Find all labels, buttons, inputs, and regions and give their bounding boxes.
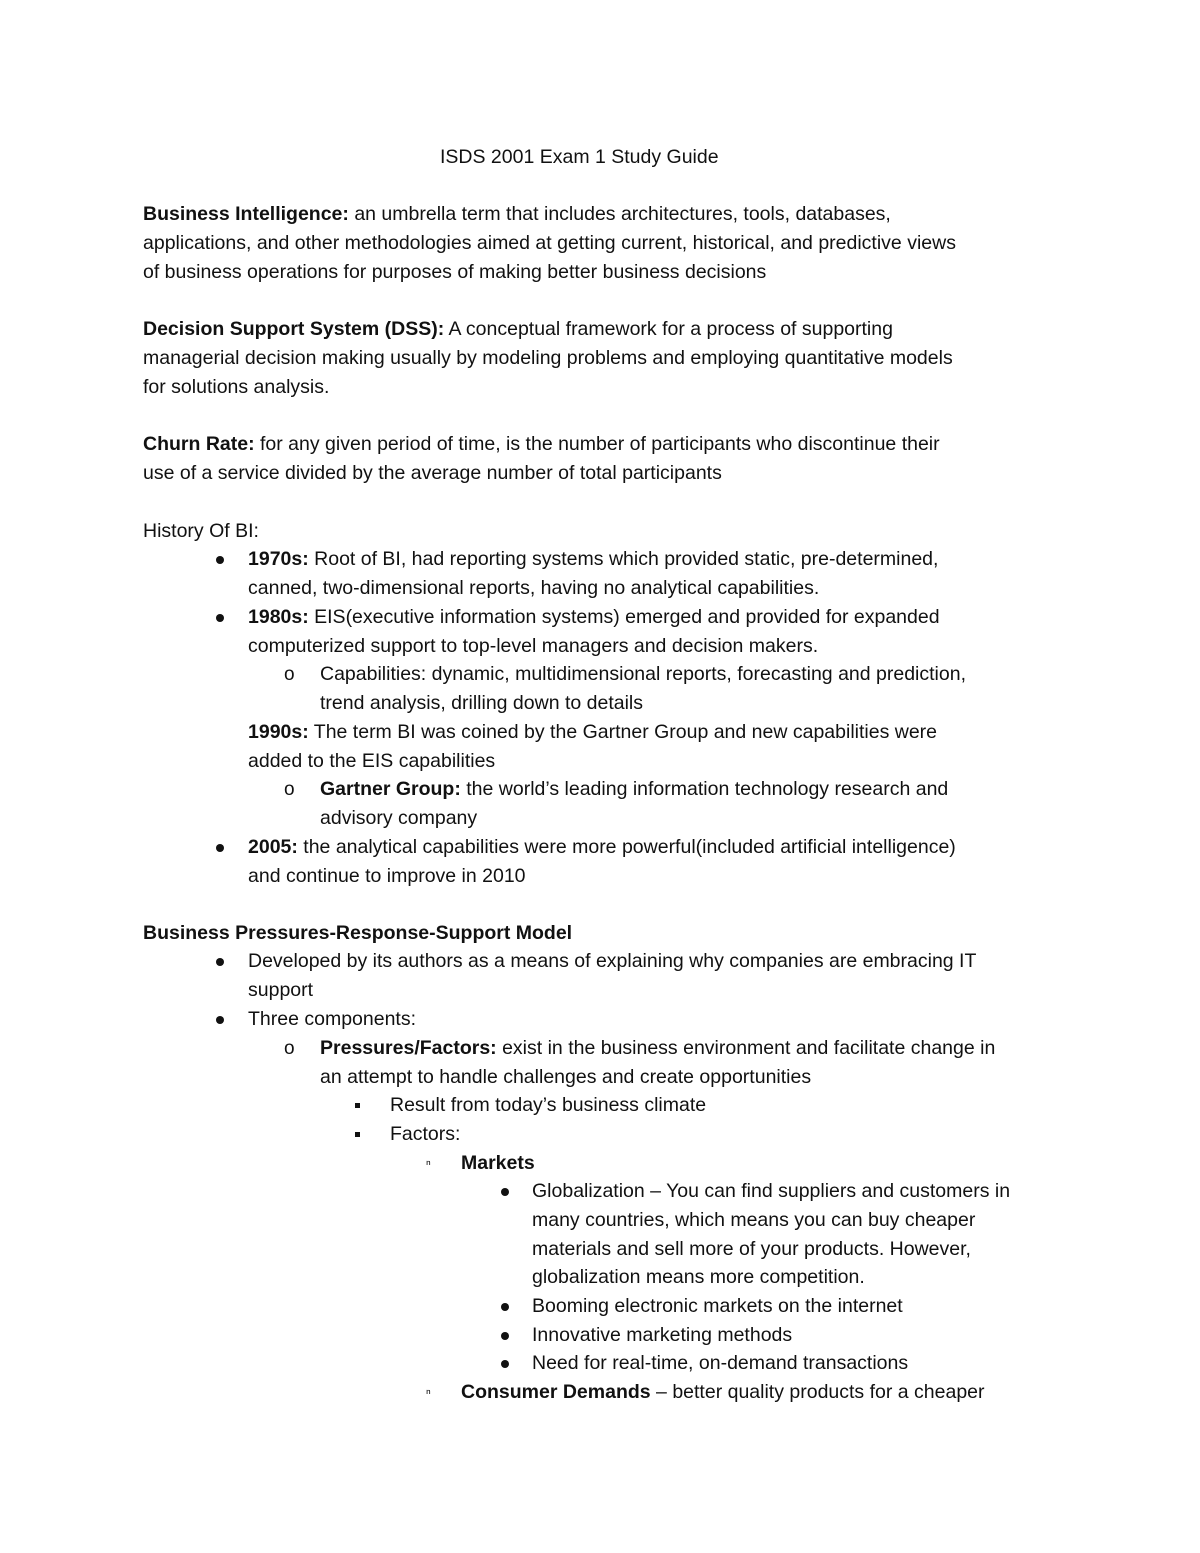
history-1990s-line-2: added to the EIS capabilities bbox=[248, 750, 496, 772]
pressures-line-2: an attempt to handle challenges and create opportunities bbox=[320, 1066, 812, 1088]
definition-dss-line-2: managerial decision making usually by modeling problems and employing quantitative models bbox=[143, 347, 953, 369]
definition-dss-line-3: for solutions analysis. bbox=[143, 376, 330, 398]
bullet-disc-icon bbox=[501, 1177, 509, 1206]
definition-churn-line-1 bbox=[143, 430, 940, 459]
bullet-disc-icon bbox=[216, 545, 224, 574]
bullet-square-icon bbox=[355, 1120, 360, 1149]
capabilities-line-2: trend analysis, drilling down to details bbox=[320, 692, 644, 714]
definition-text: A conceptual framework for a process of supporting bbox=[444, 318, 893, 340]
history-1980s-label: 1980s: bbox=[248, 606, 309, 628]
globalization-line-2: many countries, which means you can buy cheaper bbox=[532, 1209, 976, 1231]
term-business-intelligence: Business Intelligence: bbox=[143, 203, 349, 225]
pressures-label: Pressures/Factors: bbox=[320, 1037, 497, 1059]
bullet-circle-icon: o bbox=[284, 1038, 295, 1059]
bullet-hook-icon: ⁿ bbox=[426, 1385, 431, 1400]
model-developed-line-1: Developed by its authors as a means of explaining why companies are embracing IT bbox=[248, 950, 977, 972]
gartner-label: Gartner Group: bbox=[320, 778, 461, 800]
definition-text: for any given period of time, is the number of participants who discontinue their bbox=[254, 433, 940, 455]
history-2005-line-2: and continue to improve in 2010 bbox=[248, 865, 526, 887]
history-1970s-line-2: canned, two-dimensional reports, having no analytical capabilities. bbox=[248, 577, 820, 599]
consumer-demands-text: – better quality products for a cheaper bbox=[650, 1381, 985, 1403]
model-developed-line-2: support bbox=[248, 979, 314, 1001]
factors-item: Factors: bbox=[390, 1123, 461, 1145]
bullet-circle-icon: o bbox=[284, 779, 295, 800]
bullet-disc-icon bbox=[216, 833, 224, 862]
definition-dss-line-1 bbox=[143, 315, 893, 344]
history-1970s-text: Root of BI, had reporting systems which provided static, pre-determined, bbox=[308, 548, 939, 570]
term-churn-rate: Churn Rate: bbox=[143, 433, 255, 455]
consumer-demands-label: Consumer Demands bbox=[461, 1381, 651, 1403]
bullet-circle-icon: o bbox=[284, 664, 295, 685]
globalization-line-4: globalization means more competition. bbox=[532, 1266, 865, 1288]
history-1980s-line-1 bbox=[248, 603, 940, 632]
result-item: Result from today’s business climate bbox=[390, 1094, 707, 1116]
definition-business-intelligence-line-1 bbox=[143, 200, 891, 229]
term-dss: Decision Support System (DSS): bbox=[143, 318, 445, 340]
bullet-hook-icon: ⁿ bbox=[426, 1156, 431, 1171]
definition-text: an umbrella term that includes architectures, tools, databases, bbox=[348, 203, 891, 225]
bullet-square-icon bbox=[355, 1091, 360, 1120]
pressures-line-1 bbox=[320, 1034, 995, 1063]
gartner-text: the world’s leading information technology research and bbox=[460, 778, 949, 800]
page-title: ISDS 2001 Exam 1 Study Guide bbox=[440, 146, 719, 168]
history-1970s-line-1 bbox=[248, 545, 938, 574]
bullet-disc-icon bbox=[501, 1349, 509, 1378]
definition-business-intelligence-line-3: of business operations for purposes of making better business decisions bbox=[143, 261, 767, 283]
history-1980s-text: EIS(executive information systems) emerged and provided for expanded bbox=[308, 606, 940, 628]
bullet-disc-icon bbox=[216, 1005, 224, 1034]
history-2005-label: 2005: bbox=[248, 836, 298, 858]
history-1980s-line-2: computerized support to top-level managers and decision makers. bbox=[248, 635, 819, 657]
history-2005-text: the analytical capabilities were more powerful(included artificial intelligence) bbox=[297, 836, 956, 858]
realtime-item: Need for real-time, on-demand transactions bbox=[532, 1352, 909, 1374]
capabilities-line-1: Capabilities: dynamic, multidimensional reports, forecasting and prediction, bbox=[320, 663, 966, 685]
bullet-disc-icon bbox=[501, 1292, 509, 1321]
history-2005-line-1 bbox=[248, 833, 956, 862]
history-1990s-label: 1990s: bbox=[248, 721, 309, 743]
pressures-text: exist in the business environment and facilitate change in bbox=[496, 1037, 996, 1059]
globalization-line-3: materials and sell more of your products. However, bbox=[532, 1238, 971, 1260]
definition-churn-line-2: use of a service divided by the average number of total participants bbox=[143, 462, 722, 484]
history-heading: History Of BI: bbox=[143, 520, 259, 542]
definition-business-intelligence-line-2: applications, and other methodologies aimed at getting current, historical, and predictive views bbox=[143, 232, 956, 254]
bullet-disc-icon bbox=[501, 1321, 509, 1350]
booming-item: Booming electronic markets on the internet bbox=[532, 1295, 903, 1317]
history-1970s-label: 1970s: bbox=[248, 548, 309, 570]
gartner-line-1 bbox=[320, 775, 948, 804]
innovative-item: Innovative marketing methods bbox=[532, 1324, 793, 1346]
gartner-line-2: advisory company bbox=[320, 807, 478, 829]
markets-item: Markets bbox=[461, 1152, 535, 1174]
bullet-disc-icon bbox=[216, 947, 224, 976]
history-1990s-line-1 bbox=[248, 718, 937, 747]
consumer-demands-line bbox=[461, 1378, 985, 1407]
bullet-disc-icon bbox=[216, 603, 224, 632]
model-heading: Business Pressures-Response-Support Model bbox=[143, 922, 573, 944]
history-1990s-text: The term BI was coined by the Gartner Group and new capabilities were bbox=[308, 721, 938, 743]
globalization-line-1: Globalization – You can find suppliers and customers in bbox=[532, 1180, 1011, 1202]
model-three-components: Three components: bbox=[248, 1008, 417, 1030]
